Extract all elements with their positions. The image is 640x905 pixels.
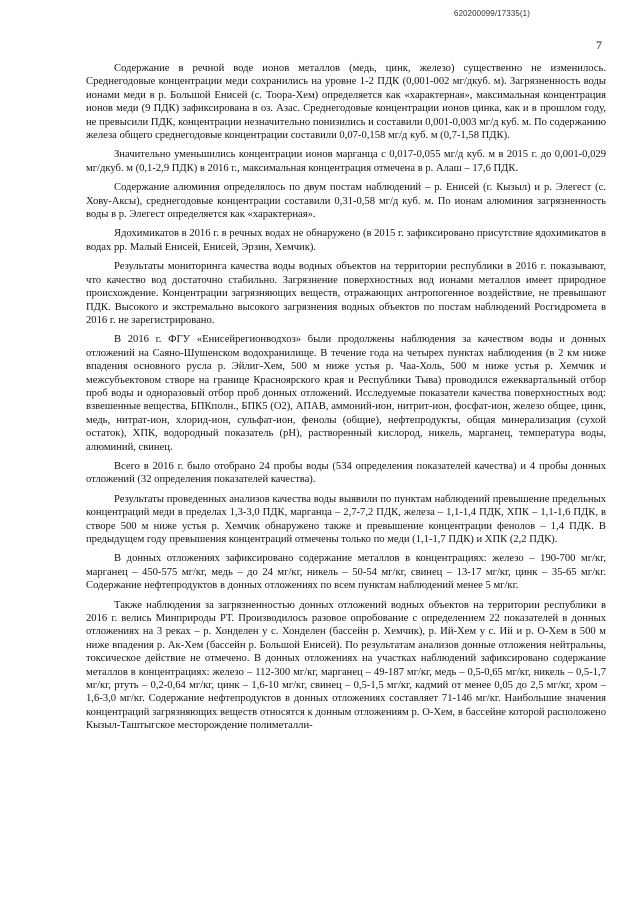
paragraph-metals-water: Содержание в речной воде ионов металлов (медь, цинк, железо) существенно не изменилось. Среднегодовые концентрации меди сохранились на уровне 1-2 ПДК (0,001-002 мг/дкуб. м). Загрязненность воды ионами меди в р. Большой Енисей (с. Тоора-Хем) определяется как «характерная», максимальная концентрация ионов меди (9 ПДК) зафиксирована в оз. Азас. Среднегодовые концентрации ионов цинка, как и в прошлом году, не превысили ПДК, концентрации незначительно понизились и составили 0,001-0,003 мг/д куб. м. По содержанию железа общего среднегодовые концентрации составили 0,07-0,158 мг/д куб. м (0,7-1,58 ПДК). [86,63,606,142]
page-number: 7 [596,38,602,52]
paragraph-monitoring-results: Результаты мониторинга качества воды водных объектов на территории республики в 2016 г. показывают, что качество вод достаточно стабильно. Загрязнение поверхностных вод ионами металлов имеет природное происхождение. Концентрации загрязняющих веществ, отражающих антропогенное воздействие, не превышают ПДК. Высокого и экстремально высокого загрязнения водных объектов по постам наблюдений Росгидромета в 2016 г. не зарегистрировано. [86,261,606,326]
paragraph-bottom-sediments: В донных отложениях зафиксировано содержание металлов в концентрациях: железо – 190-700 мг/кг, марганец – 450-575 мг/кг, медь – до 24 мг/кг, никель – 50-54 мг/кг, свинец – 13-17 мг/кг, цинк – 35-65 мг/кг. Содержание нефтепродуктов в донных отложениях по всем пунктам наблюдений менее 5 мг/кг. [86,553,606,592]
paragraph-ministry-observations: Также наблюдения за загрязненностью донных отложений водных объектов на территории республики в 2016 г. велись Минприроды РТ. Производилось разовое опробование с определением 22 показателей в донных отложениях на 3 реках – р. Хонделен у с. Хонделен (бассейн р. Хемчик), р. Ий-Хем у с. Ий и р. О-Хем в 500 м ниже впадения р. Ак-Хем (бассейн р. Большой Енисей). По результатам анализов донные отложения нейтральны, токсическое действие не отмечено. В донных отложениях на участках наблюдений зафиксировано содержание металлов в концентрациях: железо – 112-300 мг/кг, марганец – 49-187 мг/кг, медь – 0,5-0,65 мг/кг, никель – 0,5-1,7 мг/кг, ртуть – 0,2-0,64 мг/кг, цинк – 1,6-10 мг/кг, свинец – 0,5-1,5 мг/кг, кадмий от менее 0,05 до 2,5 мг/кг, хром – 1,6-3,0 мг/кг. Содержание нефтепродуктов в донных отложениях составляет 71-146 мг/кг. Наибольшие значения концентраций загрязняющих веществ относятся к донным отложениям р. О-Хем, в бассейне которой расположено Кызыл-Таштыгское месторождение полиметалли- [86,599,606,732]
paragraph-pesticides: Ядохимикатов в 2016 г. в речных водах не обнаружено (в 2015 г. зафиксировано присутствие ядохимикатов в водах рр. Малый Енисей, Енисей, Эрзин, Хемчик). [86,228,606,253]
document-code: 620200099/17335(1) [453,9,530,18]
document-body [86,62,606,739]
paragraph-analysis-results: Результаты проведенных анализов качества воды выявили по пунктам наблюдений превышение предельных концентраций меди в пределах 1,3-3,0 ПДК, марганца – 2,7-7,2 ПДК, железа – 1,1-1,4 ПДК, ХПК – 1,1-1,6 ПДК, в створе 500 м ниже устья р. Хемчик обнаружено также и превышение концентрации фенолов – 1,4 ПДК. В предыдущем году превышения концентраций отмечены только по меди (1,1-1,7 ПДК) и ХПК (2,2 ПДК). [86,493,606,545]
paragraph-sample-totals: Всего в 2016 г. было отобрано 24 пробы воды (534 определения показателей качества) и 4 пробы донных отложений (32 определения показателей качества). [86,460,606,486]
paragraph-reservoir-observations: В 2016 г. ФГУ «Енисейрегионводхоз» были продолжены наблюдения за качеством воды и донных отложений на Саяно-Шушенском водохранилище. В течение года на четырех пунктах наблюдения (в 2 км ниже впадения основного русла р. Эйлиг-Хем, 500 м ниже устья р. Чаа-Холь, 500 м ниже устья р. Хемчик и межсубъектовом створе на границе Красноярского края и Республики Тыва) проводился ежеквартальный отбор проб воды и одноразовый отбор проб донных отложений. Исследуемые показатели качества поверхностных вод: взвешенные вещества, БПКполн., БПК5 (О2), АПАВ, аммоний-ион, нитрит-ион, фосфат-ион, железо общее, цинк, медь, нитрат-ион, хлорид-ион, сульфат-ион, фенолы (общие), нефтепродукты, общая минерализация (сухой остаток), ХПК, водородный показатель (рН), растворенный кислород, никель, марганец, температура воды, алюминий, свинец. [86,334,606,453]
paragraph-aluminium: Содержание алюминия определялось по двум постам наблюдений – р. Енисей (г. Кызыл) и р. Элегест (с. Хову-Аксы), среднегодовые концентрации составили 0,31-0,58 мг/д куб. м. По ионам алюминия загрязненность воды в р. Элегест определяется как «характерная». [86,182,606,221]
paragraph-manganese: Значительно уменьшились концентрации ионов марганца с 0,017-0,055 мг/д куб. м в 2015 г. до 0,001-0,029 мг/дкуб. м (0,1-2,9 ПДК) в 2016 г., максимальная концентрация отмечена в р. Алаш – 17,6 ПДК. [86,149,606,174]
